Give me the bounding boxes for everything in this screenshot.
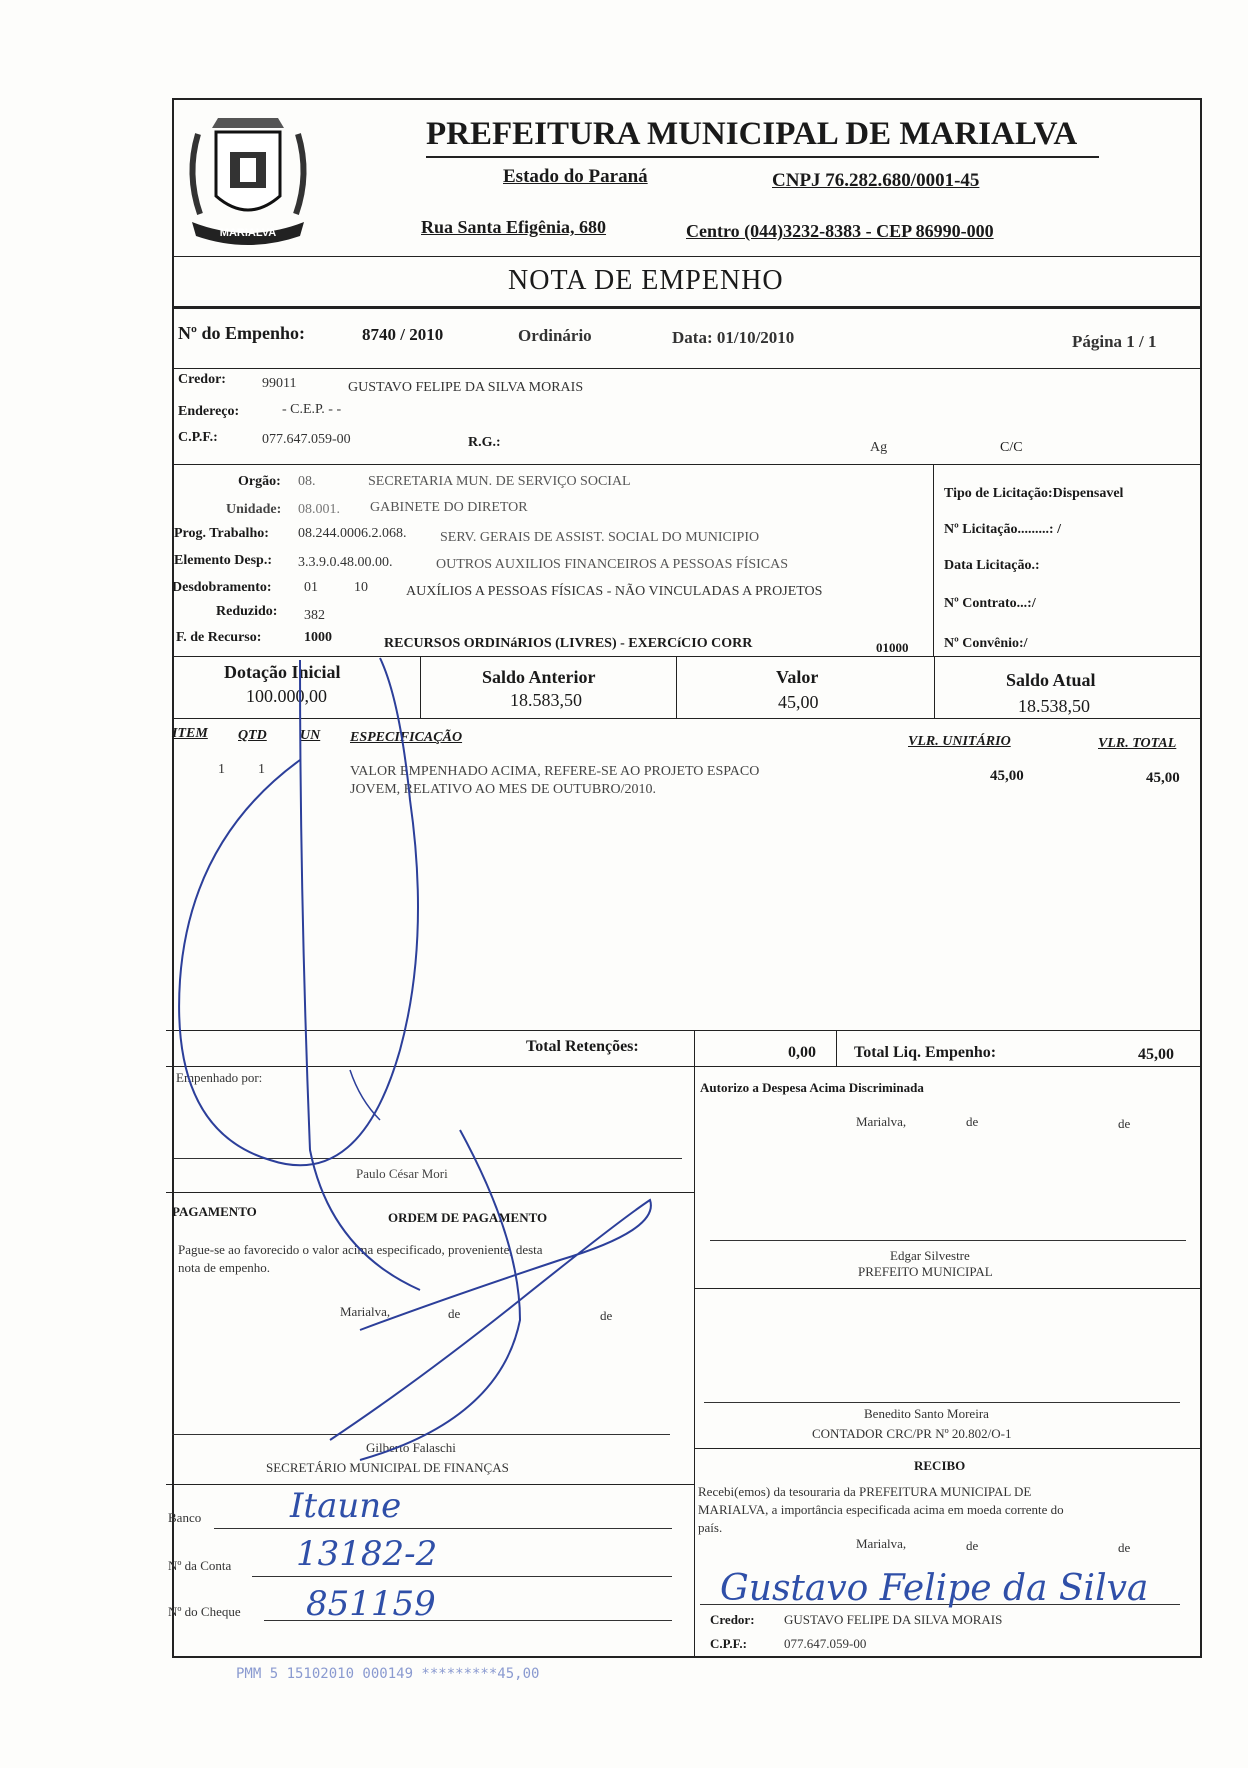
orgao-code: 08. bbox=[298, 474, 316, 489]
ordem-de2: de bbox=[600, 1308, 613, 1323]
credor-label: Credor: bbox=[178, 372, 226, 387]
recibo-line2: MARIALVA, a importância especificada acima em moeda corrente do bbox=[698, 1502, 1064, 1517]
fonte-code: 1000 bbox=[304, 630, 332, 645]
valor-value: 45,00 bbox=[778, 692, 819, 712]
fonte-num: 01000 bbox=[876, 640, 909, 655]
contador-name: Benedito Santo Moreira bbox=[864, 1406, 989, 1421]
banco-handwritten: Itaune bbox=[290, 1486, 402, 1526]
ordem-de1: de bbox=[448, 1306, 461, 1321]
document-title: NOTA DE EMPENHO bbox=[508, 265, 784, 296]
pagamento-label: PAGAMENTO bbox=[172, 1204, 257, 1219]
ordem-pagamento-label: ORDEM DE PAGAMENTO bbox=[388, 1210, 548, 1225]
recibo-line3: país. bbox=[698, 1520, 723, 1535]
desdobramento-code1: 01 bbox=[304, 580, 318, 595]
col-especificacao: ESPECIFICAÇÃO bbox=[350, 730, 463, 745]
contador-role: CONTADOR CRC/PR Nº 20.802/O-1 bbox=[812, 1426, 1012, 1441]
empenhado-por-label: Empenhado por: bbox=[176, 1070, 263, 1085]
prog-desc: SERV. GERAIS DE ASSIST. SOCIAL DO MUNICIPIO bbox=[440, 530, 760, 545]
recibo-cpf-label: C.P.F.: bbox=[710, 1636, 747, 1651]
reduzido-label: Reduzido: bbox=[216, 604, 278, 619]
rg-label: R.G.: bbox=[468, 435, 501, 450]
orgao-desc: SECRETARIA MUN. DE SERVIÇO SOCIAL bbox=[368, 474, 631, 489]
page-number: Página 1 / 1 bbox=[1072, 332, 1157, 351]
conta-handwritten: 13182-2 bbox=[296, 1534, 438, 1574]
autorizo-marialva: Marialva, bbox=[856, 1114, 907, 1129]
recibo-de1: de bbox=[966, 1538, 979, 1553]
empenho-type: Ordinário bbox=[518, 326, 592, 345]
ag-label: Ag bbox=[870, 440, 888, 455]
recibo-de2: de bbox=[1118, 1540, 1131, 1555]
contact-label: Centro (044)3232-8383 - CEP 86990-000 bbox=[686, 221, 994, 241]
crest-emblem bbox=[178, 104, 318, 252]
item-desc-line2: JOVEM, RELATIVO AO MES DE OUTUBRO/2010. bbox=[350, 782, 657, 797]
empenho-number-value: 8740 / 2010 bbox=[362, 325, 444, 344]
recibo-cpf-value: 077.647.059-00 bbox=[784, 1636, 867, 1651]
empenho-date: Data: 01/10/2010 bbox=[672, 328, 795, 347]
cnpj-label: CNPJ 76.282.680/0001-45 bbox=[772, 170, 980, 191]
unidade-desc: GABINETE DO DIRETOR bbox=[370, 500, 528, 515]
page-title: PREFEITURA MUNICIPAL DE MARIALVA bbox=[426, 116, 1078, 152]
autorizo-de2: de bbox=[1118, 1116, 1131, 1131]
empenho-number-label: Nº do Empenho: bbox=[178, 323, 305, 343]
item-qtd: 1 bbox=[258, 762, 265, 777]
dotacao-inicial-value: 100.000,00 bbox=[246, 686, 327, 706]
cc-label: C/C bbox=[1000, 440, 1023, 455]
saldo-anterior-value: 18.583,50 bbox=[510, 690, 582, 710]
cheque-stamp: PMM 5 15102010 000149 *********45,00 bbox=[236, 1666, 540, 1682]
cheque-label: Nº do Cheque bbox=[168, 1604, 241, 1619]
cpf-value: 077.647.059-00 bbox=[262, 432, 351, 447]
recibo-label: RECIBO bbox=[914, 1458, 966, 1473]
item-number: 1 bbox=[218, 762, 225, 777]
unidade-label: Unidade: bbox=[226, 502, 282, 517]
fonte-desc: RECURSOS ORDINáRIOS (LIVRES) - EXERCíCIO CORR bbox=[384, 636, 753, 651]
num-convenio: Nº Convênio:/ bbox=[944, 636, 1028, 651]
credor-signature: Gustavo Felipe da Silva bbox=[720, 1568, 1149, 1609]
empenhado-por-name: Paulo César Mori bbox=[356, 1166, 448, 1181]
saldo-atual-value: 18.538,50 bbox=[1018, 696, 1090, 716]
conta-label: Nº da Conta bbox=[168, 1558, 232, 1573]
ordem-marialva: Marialva, bbox=[340, 1304, 391, 1319]
total-liquido-label: Total Liq. Empenho: bbox=[854, 1044, 997, 1061]
recibo-credor-label: Credor: bbox=[710, 1612, 755, 1627]
data-licitacao: Data Licitação.: bbox=[944, 558, 1040, 573]
prefeito-role: PREFEITO MUNICIPAL bbox=[858, 1264, 993, 1279]
state-label: Estado do Paraná bbox=[503, 166, 648, 187]
prog-code: 08.244.0006.2.068. bbox=[298, 526, 407, 541]
item-unit-value: 45,00 bbox=[990, 768, 1024, 784]
col-un: UN bbox=[300, 728, 321, 743]
endereco-label: Endereço: bbox=[178, 404, 240, 419]
fonte-label: F. de Recurso: bbox=[176, 630, 262, 645]
banco-label: Banco bbox=[168, 1510, 202, 1525]
crest-label: MARIALVA bbox=[219, 227, 277, 239]
secretario-role: SECRETÁRIO MUNICIPAL DE FINANÇAS bbox=[266, 1460, 509, 1475]
col-qtd: QTD bbox=[238, 728, 267, 743]
reduzido-value: 382 bbox=[304, 608, 325, 623]
col-item: ITEM bbox=[172, 726, 208, 741]
recibo-credor-name: GUSTAVO FELIPE DA SILVA MORAIS bbox=[784, 1612, 1003, 1627]
prog-label: Prog. Trabalho: bbox=[174, 526, 269, 541]
col-valor-unitario: VLR. UNITÁRIO bbox=[908, 734, 1011, 749]
pague-se-line2: nota de empenho. bbox=[178, 1260, 271, 1275]
orgao-label: Orgão: bbox=[238, 474, 281, 489]
desdobramento-code2: 10 bbox=[354, 580, 368, 595]
cpf-label: C.P.F.: bbox=[178, 430, 218, 445]
total-liquido-value: 45,00 bbox=[1138, 1046, 1174, 1063]
credor-name: GUSTAVO FELIPE DA SILVA MORAIS bbox=[348, 380, 584, 395]
col-valor-total: VLR. TOTAL bbox=[1098, 736, 1177, 751]
elemento-code: 3.3.9.0.48.00.00. bbox=[298, 555, 393, 570]
recibo-marialva: Marialva, bbox=[856, 1536, 907, 1551]
pague-se-line1: Pague-se ao favorecido o valor acima especificado, proveniente, desta bbox=[178, 1242, 543, 1257]
total-retencoes-value: 0,00 bbox=[788, 1044, 816, 1061]
elemento-desc: OUTROS AUXILIOS FINANCEIROS A PESSOAS FÍSICAS bbox=[436, 557, 789, 572]
recibo-line1: Recebi(emos) da tesouraria da PREFEITURA MUNICIPAL DE bbox=[698, 1484, 1032, 1499]
saldo-anterior-label: Saldo Anterior bbox=[482, 667, 596, 687]
cheque-handwritten: 851159 bbox=[306, 1584, 436, 1624]
autorizo-label: Autorizo a Despesa Acima Discriminada bbox=[700, 1080, 924, 1095]
desdobramento-desc: AUXÍLIOS A PESSOAS FÍSICAS - NÃO VINCULADAS A PROJETOS bbox=[406, 584, 823, 599]
saldo-atual-label: Saldo Atual bbox=[1006, 670, 1096, 690]
num-contrato: Nº Contrato...:/ bbox=[944, 596, 1036, 611]
valor-label: Valor bbox=[776, 667, 819, 687]
unidade-code: 08.001. bbox=[298, 502, 340, 517]
tipo-licitacao: Tipo de Licitação:Dispensavel bbox=[944, 486, 1124, 501]
address-label: Rua Santa Efigênia, 680 bbox=[421, 217, 607, 237]
autorizo-de1: de bbox=[966, 1114, 979, 1129]
endereco-value: - C.E.P. - - bbox=[282, 402, 342, 417]
total-retencoes-label: Total Retenções: bbox=[526, 1038, 639, 1055]
desdobramento-label: Desdobramento: bbox=[172, 580, 272, 595]
num-licitacao: Nº Licitação.........: / bbox=[944, 522, 1061, 537]
elemento-label: Elemento Desp.: bbox=[174, 553, 272, 568]
item-total-value: 45,00 bbox=[1146, 770, 1180, 786]
secretario-name: Gilberto Falaschi bbox=[366, 1440, 456, 1455]
prefeito-name: Edgar Silvestre bbox=[890, 1248, 970, 1263]
item-desc-line1: VALOR EMPENHADO ACIMA, REFERE-SE AO PROJETO ESPACO bbox=[350, 764, 760, 779]
dotacao-inicial-label: Dotação Inicial bbox=[224, 662, 341, 682]
credor-code: 99011 bbox=[262, 376, 297, 391]
